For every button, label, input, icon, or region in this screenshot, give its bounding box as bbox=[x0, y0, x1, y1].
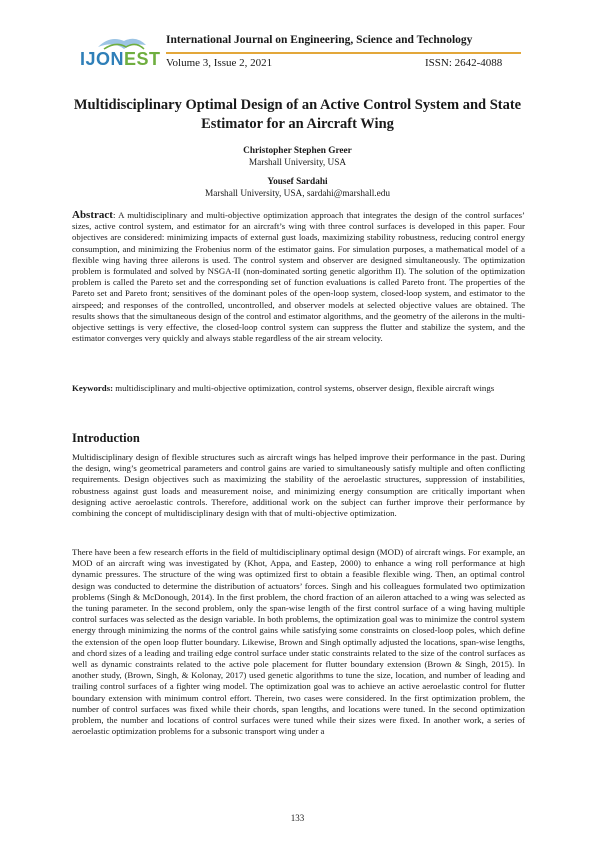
keywords bbox=[72, 383, 525, 394]
author-1-affiliation: Marshall University, USA bbox=[248, 158, 347, 168]
intro-paragraph-1: Multidisciplinary design of flexible structures such as aircraft wings has helped improve their performance in the past. During the design, wing’s geometrical parameters and control gains are varied to simultaneously satisfy multiple and often conflicting requirements. Design objectives such as maximizing the stability of the aeroelastic structures, suppression of instabilities, robustness against gust loads and measurement noise, and minimizing energy consumption are critically important when designing active aeroelastic controls. Therefore, additional work on the subject can further improve their performance by combining the concept of multidisciplinary design with that of multi-objective optimization. bbox=[72, 452, 525, 519]
header-rule bbox=[166, 52, 521, 54]
title-line-1: Multidisciplinary Optimal Design of an Active Control System and State bbox=[73, 97, 522, 113]
abstract-text: : A multidisciplinary and multi-objective optimization approach that integrates the design of the control surfaces’ sizes, active control system, and estimator for an aircraft’s wing with three control surfaces is developed in this paper. Four objectives are considered: minimizing impacts of external gust loads, maximizing stability robustness, reducing control energy consumption, and minimizing the Frobenius norm of the estimator gains. For simulation purposes, a mathematical model of a flexible wing having three ailerons is used. The control system and observer are designed simultaneously. The optimization problem is formulated and solved by NSGA-II (non-dominated sorting genetic algorithm II). The solution of the optimization problem is called the Pareto set and the corresponding set of function evaluations is called Pareto front. The properties of the Pareto set and Pareto front; sensitives of the dominant poles of the open-loop system, closed-loop system, and estimator to the airspeed; and responses of the controlled, uncontrolled, and observer models at selected objective values are obtained. The results shows that the simultaneous design of the control and estimator algorithms, and the geometry of the ailerons in the multi-objective settings is very effective, the closed-loop control system can suppress the flutter and stabilize the system, and the estimator converges very quickly and always stable regardless of the air stream velocity. bbox=[72, 210, 525, 344]
journal-name: International Journal on Engineering, Science and Technology bbox=[166, 34, 473, 46]
page-number: 133 bbox=[290, 813, 305, 823]
abstract-label: Abstract bbox=[72, 209, 113, 221]
author-2-name: Yousef Sardahi bbox=[267, 177, 328, 187]
author-2-affiliation: Marshall University, USA, sardahi@marshall.edu bbox=[204, 189, 391, 199]
volume-issue: Volume 3, Issue 2, 2021 bbox=[166, 57, 273, 69]
section-heading-introduction: Introduction bbox=[72, 431, 140, 445]
title-line-2: Estimator for an Aircraft Wing bbox=[201, 116, 394, 132]
intro-paragraph-2: There have been a few research efforts in the field of multidisciplinary optimal design (MOD) of aircraft wings. For example, an MOD of an aircraft wing was investigated by (Khot, Appa, and Eastep, 2000) to enhance a wing roll performance at high dynamic pressures. The structure of the wing was optimized first to obtain a feasible flexible wing. Then, an optimal control design was conducted to determine the distribution of actuators’ forces. Singh and his colleagues formulated two optimization problems (Singh & McDonough, 2014). In the first problem, the chord fraction of an aileron attached to a wing was selected as the tuning parameter. In the second problem, only the span-wise length of the first control surface of a wing having multiple control surfaces was selected as the design variable. In both problems, the optimization goal was to minimize the control system energy through minimizing the norms of the control gains while satisfying some constraints on closed-loop poles, which define the extension of the open loop flutter boundary. Likewise, Brown and Singh optimally adjusted the locations, span-wise lengths, and chord sizes of a leading and trailing edge control surface under static constraints related to the size of the control surfaces as well as dynamic constraints related to the active pole placement for flutter boundary extension (Brown & Singh, 2015). In another study, (Brown, Singh, & Kolonay, 2017) used genetic algorithms to tune the size, location, and number of leading and trailing control surfaces of a fighter wing model. The optimization goal was to achieve an active aeroelastic control for flutter boundary extension with minimum control effort. Therein, two cases were considered. In the first optimization problem, the number of control surfaces was fixed while their chords, span lengths, and locations were tuned. In the second optimization problem, the number and locations of control surfaces were tuned while their sizes were fixed. In another work, a series of aeroelastic optimization problems for a subsonic transport wing under a bbox=[72, 547, 525, 737]
paper-title bbox=[70, 96, 525, 134]
author-1-name: Christopher Stephen Greer bbox=[243, 146, 352, 156]
issn: ISSN: 2642-4088 bbox=[425, 57, 503, 69]
keywords-label: Keywords: bbox=[72, 383, 114, 393]
journal-logo-text: IJONEST bbox=[80, 49, 161, 69]
abstract bbox=[72, 210, 525, 344]
keywords-text: multidisciplinary and multi-objective optimization, control systems, observer design, flexible aircraft wings bbox=[113, 383, 495, 393]
